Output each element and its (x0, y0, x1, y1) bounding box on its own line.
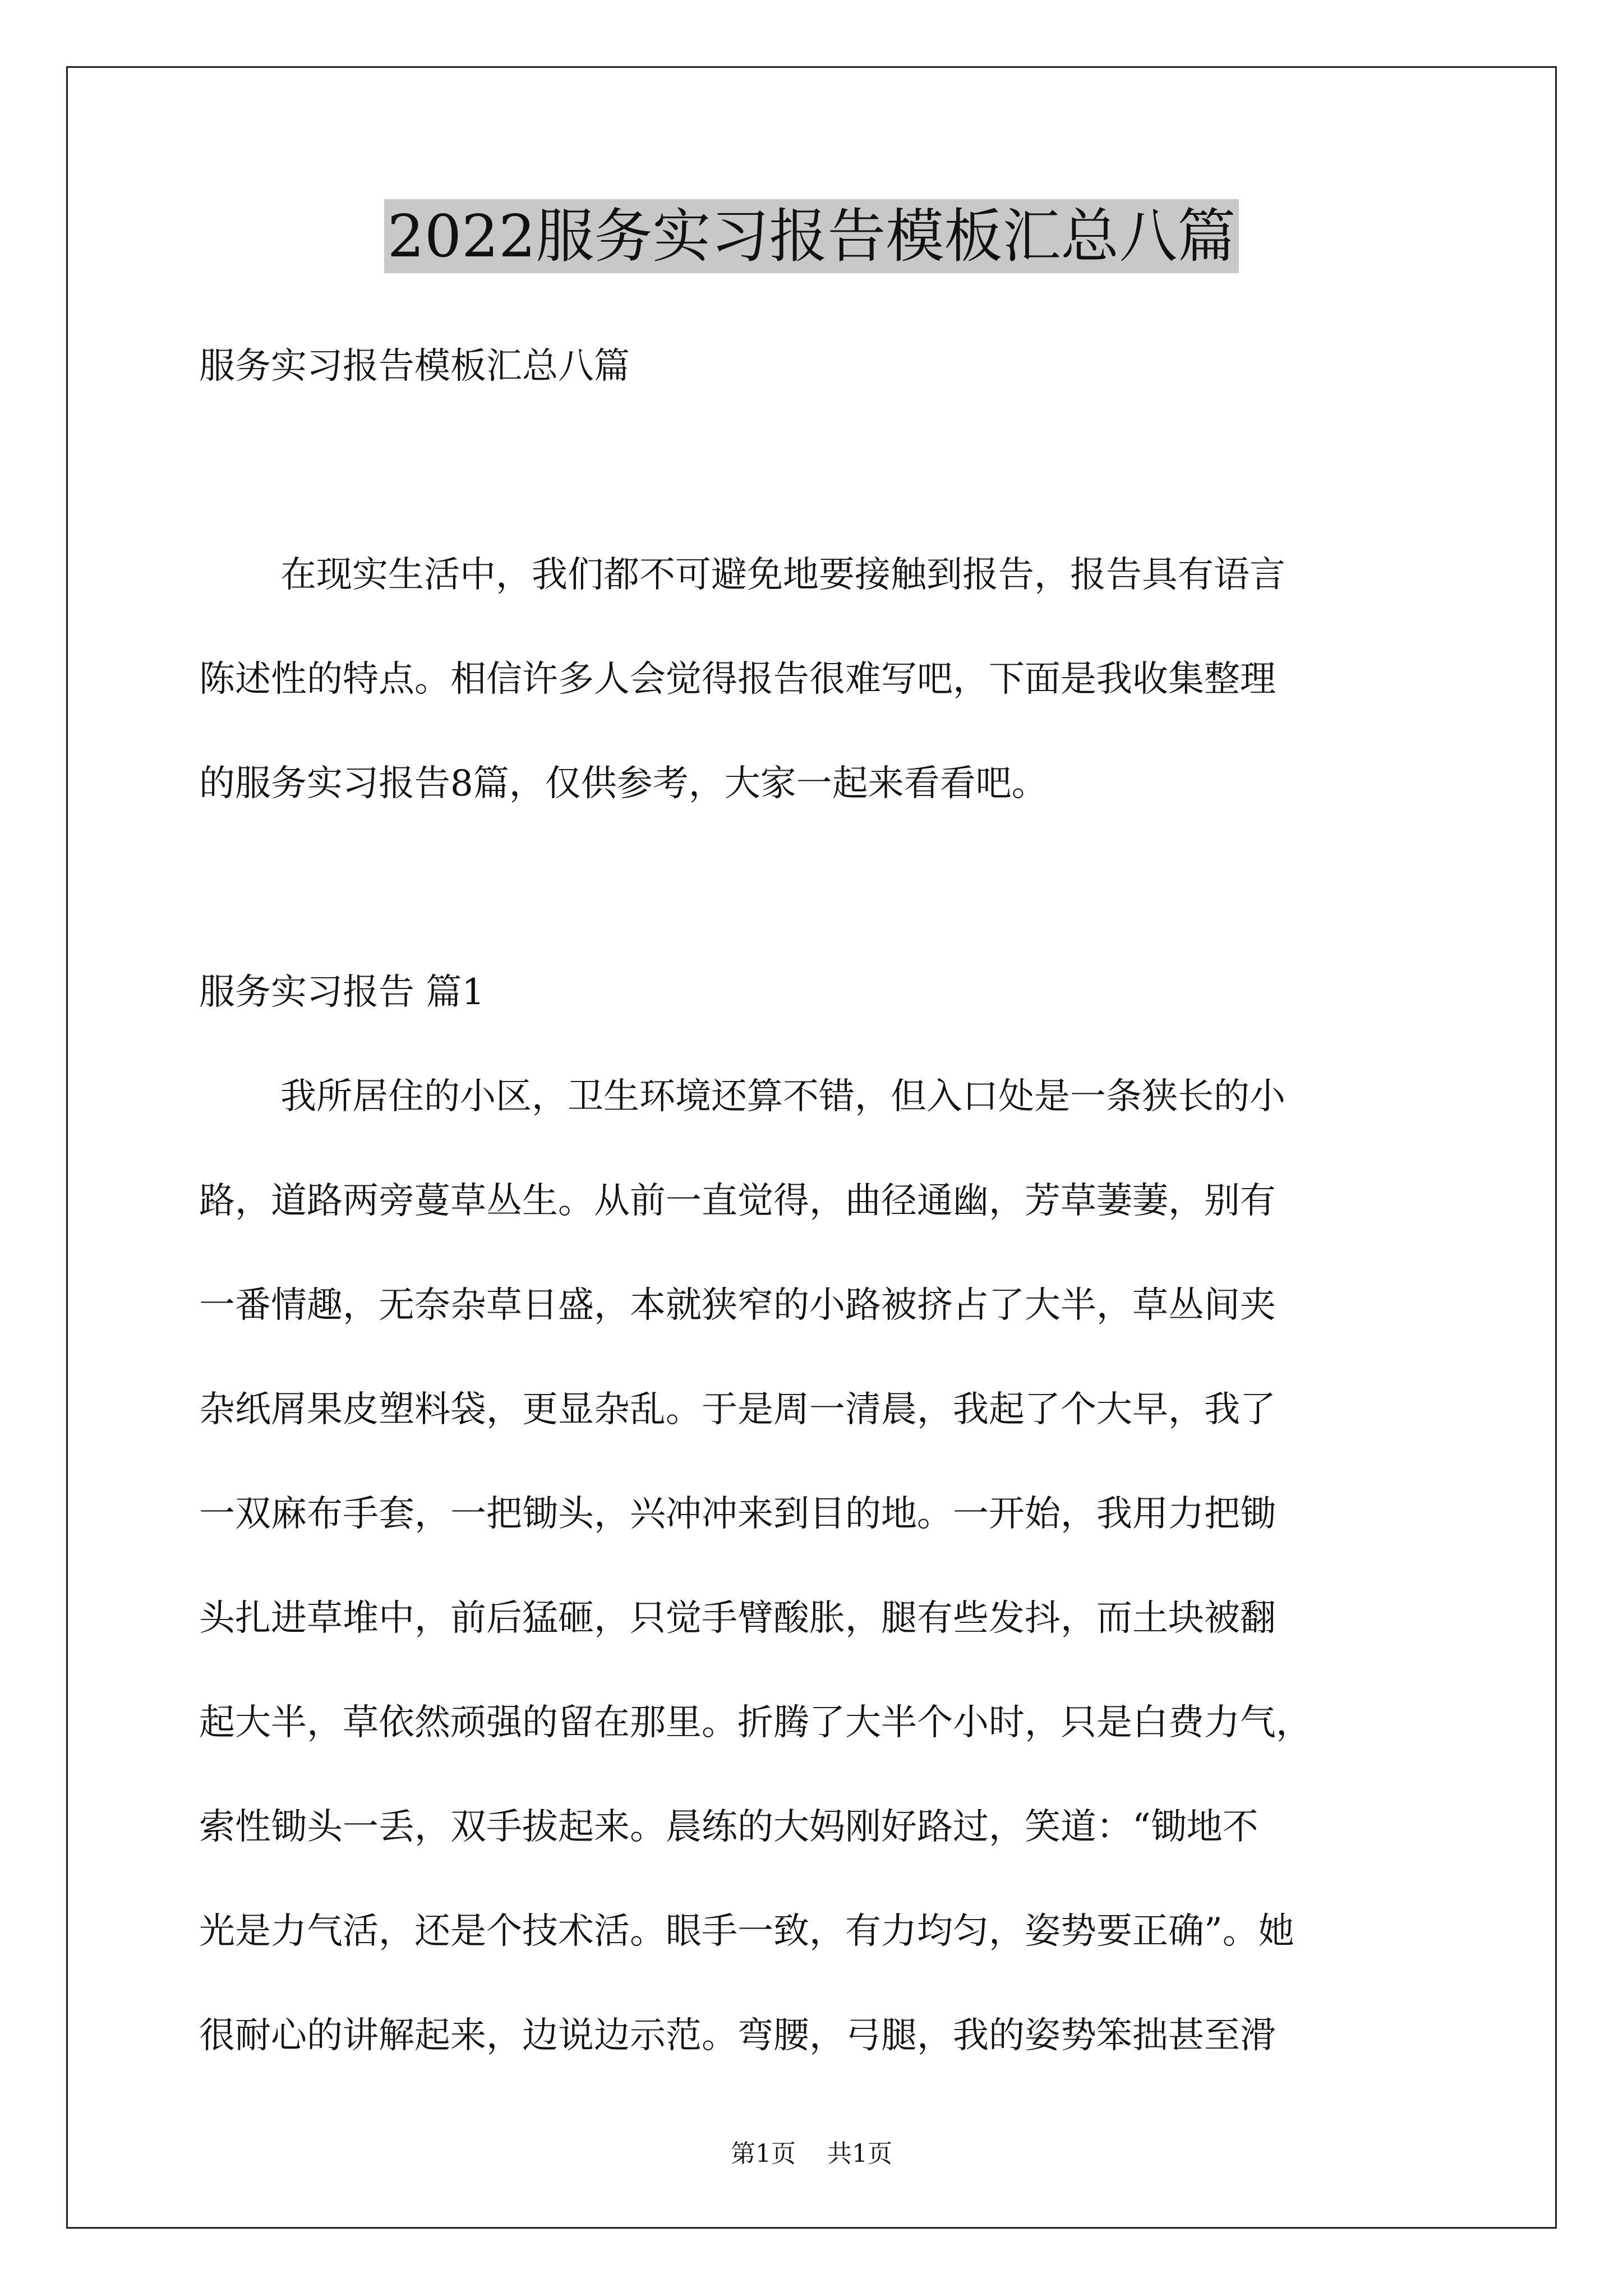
paragraph-line: 索性锄头一丢，双手拔起来。晨练的大妈刚好路过，笑道：“锄地不 (199, 1806, 1258, 1848)
paragraph-line: 光是力气活，还是个技术活。眼手一致，有力均匀，姿势要正确”。她 (199, 1911, 1294, 1952)
intro-paragraph (199, 523, 1433, 836)
paragraph-line: 很耐心的讲解起来，边说边示范。弯腰，弓腿，我的姿势笨拙甚至滑 (199, 2015, 1276, 2056)
paragraph-line: 一番情趣，无奈杂草日盛，本就狭窄的小路被挤占了大半，草丛间夹 (199, 1285, 1276, 1326)
paragraph-line: 陈述性的特点。相信许多人会觉得报告很难写吧，下面是我收集整理 (199, 659, 1276, 700)
document-subtitle: 服务实习报告模板汇总八篇 (199, 346, 630, 387)
page-total: 共1页 (827, 2139, 892, 2168)
document-body (199, 314, 1433, 2088)
paragraph-line: 在现实生活中，我们都不可避免地要接触到报告，报告具有语言 (280, 554, 1285, 596)
paragraph-line: 的服务实习报告8篇，仅供参考，大家一起来看看吧。 (199, 763, 1048, 804)
document-title: 2022服务实习报告模板汇总八篇 (384, 199, 1239, 273)
title-container (0, 199, 1623, 273)
page-number: 第1页 (731, 2139, 796, 2168)
page-footer (0, 2137, 1623, 2171)
section-paragraph (199, 1045, 1433, 2088)
paragraph-line: 杂纸屑果皮塑料袋，更显杂乱。于是周一清晨，我起了个大早，我了 (199, 1389, 1276, 1430)
paragraph-line: 一双麻布手套，一把锄头，兴冲冲来到目的地。一开始，我用力把锄 (199, 1493, 1276, 1535)
paragraph-line: 头扎进草堆中，前后猛砸，只觉手臂酸胀，腿有些发抖，而土块被翻 (199, 1598, 1276, 1639)
paragraph-line: 起大半，草依然顽强的留在那里。折腾了大半个小时，只是白费力气， (199, 1702, 1312, 1743)
paragraph-line: 路，道路两旁蔓草丛生。从前一直觉得，曲径通幽，芳草萋萋，别有 (199, 1180, 1276, 1222)
section-heading: 服务实习报告 篇1 (199, 972, 485, 1013)
paragraph-line: 我所居住的小区，卫生环境还算不错，但入口处是一条狭长的小 (280, 1076, 1285, 1117)
